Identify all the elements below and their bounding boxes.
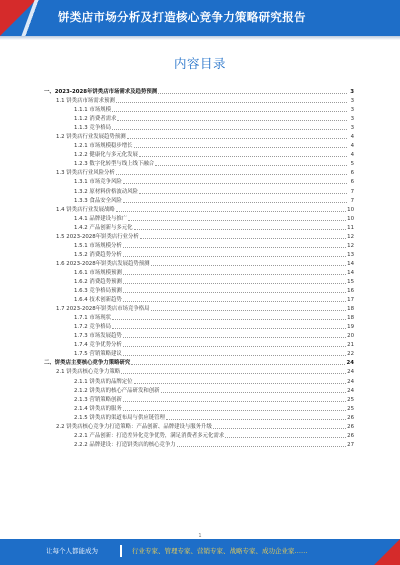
header-shadow [0,36,400,40]
toc-entry[interactable] [44,269,354,278]
toc-entry-page: 6 [350,179,354,186]
toc-entry[interactable] [44,396,354,405]
toc-entry[interactable] [44,124,354,133]
toc-entry[interactable] [44,296,354,305]
toc-entry[interactable] [44,359,354,368]
toc-list [44,88,354,450]
toc-entry[interactable] [44,305,354,314]
toc-entry-label: 1.7.2 竞争格局 [74,324,111,331]
toc-entry[interactable] [44,260,354,269]
toc-entry-page: 24 [347,378,354,385]
toc-entry-page: 24 [347,369,354,376]
toc-entry-label: 1.3.3 食品安全风险 [74,197,122,204]
toc-entry-label: 1.6.2 消费趋势预测 [74,278,122,285]
toc-dot-leader [213,428,346,429]
toc-entry-page: 18 [347,306,354,313]
toc-entry-label: 1.6 2023-2028年饼类店发展趋势预测 [56,260,150,267]
toc-dot-leader [128,220,346,221]
toc-entry-page: 12 [347,242,354,249]
toc-entry-label: 2.1 饼类店核心竞争力策略 [56,369,121,376]
toc-entry-page: 22 [347,351,354,358]
toc-entry-label: 1.5 2023-2028年饼类店行业分析 [56,233,139,240]
toc-dot-leader [155,165,347,166]
toc-dot-leader [225,437,346,438]
toc-entry[interactable] [44,178,354,187]
toc-entry[interactable] [44,133,354,142]
toc-entry-page: 17 [347,297,354,304]
toc-dot-leader [166,419,346,420]
toc-entry-page: 11 [347,224,354,231]
toc-entry-label: 1.7.4 竞争优势分析 [74,342,122,349]
toc-entry-page: 21 [347,342,354,349]
toc-entry-page: 10 [347,215,354,222]
toc-dot-leader [123,301,346,302]
toc-entry-page: 26 [347,432,354,439]
toc-entry-label: 1.4.2 产品创新与多元化 [74,224,133,231]
toc-dot-leader [151,310,347,311]
toc-dot-leader [123,401,346,402]
toc-entry-page: 24 [347,387,354,394]
toc-entry[interactable] [44,414,354,423]
toc-entry[interactable] [44,233,354,242]
toc-entry-page: 27 [347,441,354,448]
toc-entry-page: 4 [350,134,354,141]
toc-entry-label: 1.2.2 健康化与多元化发展 [74,152,138,159]
toc-dot-leader [112,328,346,329]
toc-dot-leader [123,183,347,184]
toc-entry-page: 25 [347,405,354,412]
toc-dot-leader [121,373,346,374]
toc-entry-page: 3 [350,89,354,95]
toc-entry-label: 2.2 饼类店核心竞争力打造策略：产品创新、品牌建设与服务升级 [56,423,212,430]
toc-entry[interactable] [44,378,354,387]
toc-entry[interactable] [44,106,354,115]
toc-entry-label: 1.3.1 市场竞争风险 [74,179,122,186]
toc-entry[interactable] [44,287,354,296]
toc-dot-leader [123,355,346,356]
toc-dot-leader [123,274,346,275]
toc-entry[interactable] [44,432,354,441]
toc-entry[interactable] [44,197,354,206]
toc-entry-label: 1.3.2 原材料价格波动风险 [74,188,138,195]
toc-entry[interactable] [44,387,354,396]
toc-entry[interactable] [44,323,354,332]
page-number: 1 [198,533,202,539]
toc-entry-page: 26 [347,414,354,421]
toc-entry-label: 1.5.1 市场规模分析 [74,242,122,249]
toc-entry-label: 1.1.1 市场规模 [74,107,111,114]
toc-entry-label: 1.7.5 营销策略建议 [74,351,122,358]
footer-slogan-left: 让每个人都能成为 [46,547,98,555]
toc-entry[interactable] [44,251,354,260]
toc-entry[interactable] [44,350,354,359]
toc-entry-page: 3 [350,98,354,105]
toc-entry-page: 16 [347,288,354,295]
toc-dot-leader [134,229,347,230]
toc-entry-page: 20 [347,333,354,340]
toc-entry-label: 一、2023-2028年饼类店市场需求及趋势预测 [44,89,158,95]
toc-dot-leader [123,346,346,347]
toc-dot-leader [123,256,346,257]
footer-red-corner [374,539,400,565]
toc-entry-page: 5 [350,161,354,168]
toc-entry[interactable] [44,206,354,215]
toc-entry[interactable] [44,169,354,178]
toc-dot-leader [116,211,346,212]
toc-dot-leader [123,410,346,411]
toc-entry[interactable] [44,160,354,169]
toc-entry-label: 1.7.3 市场发展趋势 [74,333,122,340]
toc-dot-leader [112,111,347,112]
toc-entry-page: 12 [347,233,354,240]
toc-dot-leader [112,129,347,130]
toc-dot-leader [134,147,347,148]
toc-dot-leader [140,238,346,239]
toc-entry[interactable] [44,423,354,432]
toc-entry[interactable] [44,278,354,287]
toc-entry-label: 1.4.1 品牌建设与推广 [74,215,128,222]
toc-entry-page: 7 [350,197,354,204]
toc-dot-leader [177,446,346,447]
toc-entry-label: 1.6.1 市场规模预测 [74,269,122,276]
toc-entry-page: 25 [347,396,354,403]
toc-entry-page: 18 [347,315,354,322]
toc-dot-leader [123,202,347,203]
toc-entry-label: 1.5.2 消费趋势分析 [74,251,122,258]
toc-entry-label: 1.3 饼类店行业风险分析 [56,170,115,177]
toc-entry-page: 15 [347,278,354,285]
toc-entry[interactable] [44,441,354,450]
toc-entry[interactable] [44,341,354,350]
toc-entry-page: 3 [350,125,354,132]
toc-entry[interactable] [44,405,354,414]
toc-entry-label: 二、饼类店主要核心竞争力策略研究 [44,360,131,367]
toc-title: 内容目录 [173,56,226,71]
toc-entry-label: 1.1.3 竞争格局 [74,125,111,132]
toc-dot-leader [112,319,346,320]
toc-entry-label: 2.1.2 饼类店的核心产品研发和创新 [74,387,160,394]
toc-entry-label: 1.1 饼类店市场需求预测 [56,98,115,105]
toc-entry[interactable] [44,115,354,124]
toc-dot-leader [123,292,346,293]
toc-entry-page: 6 [350,170,354,177]
toc-entry-page: 26 [347,423,354,430]
toc-entry-label: 1.7 2023-2028年饼类店市场竞争格局 [56,306,150,313]
toc-entry-page: 4 [350,152,354,159]
toc-entry-label: 2.1.3 营销策略创新 [74,396,122,403]
toc-entry-label: 1.6.4 技术创新趋势 [74,297,122,304]
toc-entry-label: 1.1.2 消费者需求 [74,116,117,123]
toc-dot-leader [131,364,345,365]
toc-dot-leader [123,337,346,338]
toc-dot-leader [158,93,347,94]
footer-divider [120,545,122,557]
toc-dot-leader [139,156,347,157]
toc-dot-leader [134,383,347,384]
toc-dot-leader [151,265,347,266]
toc-entry[interactable] [44,97,354,106]
toc-entry-page: 3 [350,107,354,114]
footer-slogan-right: 行业专家、管理专家、营销专家、战略专家、成功企业家…… [132,547,308,555]
toc-entry-label: 2.2.1 产品创新：打造差异化竞争优势，满足消费者多元化需求 [74,432,225,439]
toc-entry-label: 1.4 饼类店行业发展战略 [56,206,115,213]
toc-entry-page: 7 [350,188,354,195]
toc-entry-label: 2.1.5 饼类店的渠道布局与供应链管理 [74,414,165,421]
toc-entry-label: 1.2.1 市场规模稳步增长 [74,143,133,150]
toc-entry-page: 10 [347,206,354,213]
toc-entry-page: 3 [350,116,354,123]
toc-entry-page: 14 [347,269,354,276]
toc-entry-label: 2.1.1 饼类店的品牌定位 [74,378,133,385]
toc-entry-label: 1.7.1 市场现状 [74,315,111,322]
toc-entry-label: 1.2 饼类店行业发展趋势预测 [56,134,126,141]
toc-entry[interactable] [44,151,354,160]
toc-entry[interactable] [44,368,354,377]
toc-entry[interactable] [44,188,354,197]
toc-entry[interactable] [44,224,354,233]
toc-entry-label: 2.2.2 品牌建设：打造饼类店的核心竞争力 [74,441,176,448]
toc-dot-leader [127,138,347,139]
toc-entry[interactable] [44,314,354,323]
toc-entry-page: 19 [347,324,354,331]
toc-entry-page: 24 [346,360,354,367]
toc-entry[interactable] [44,142,354,151]
toc-entry-page: 14 [347,260,354,267]
report-title: 饼类店市场分析及打造核心竞争力策略研究报告 [58,10,306,24]
toc-entry[interactable] [44,332,354,341]
toc-dot-leader [161,392,347,393]
toc-dot-leader [123,283,346,284]
toc-dot-leader [117,120,347,121]
toc-dot-leader [139,193,347,194]
toc-entry-label: 1.2.3 数字化转型与线上线下融合 [74,161,155,168]
toc-entry-label: 1.6.3 竞争格局预测 [74,288,122,295]
toc-dot-leader [116,102,347,103]
toc-entry-label: 2.1.4 饼类店的服务 [74,405,122,412]
toc-dot-leader [123,247,346,248]
toc-entry-page: 4 [350,143,354,150]
toc-entry[interactable] [44,215,354,224]
toc-entry[interactable] [44,242,354,251]
toc-entry[interactable] [44,88,354,97]
toc-entry-page: 13 [347,251,354,258]
toc-dot-leader [116,174,347,175]
